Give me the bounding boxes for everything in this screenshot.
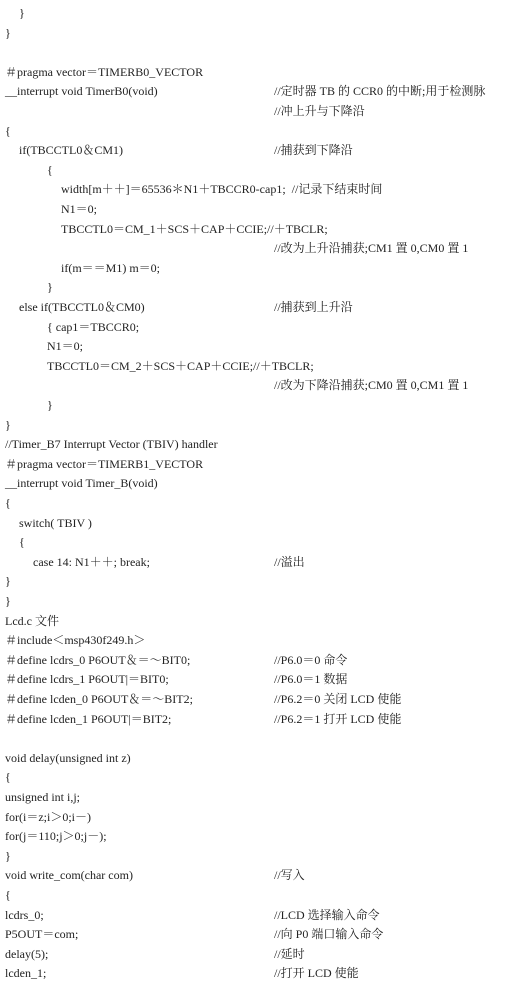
code-line bbox=[0, 690, 524, 708]
code-line bbox=[0, 220, 524, 238]
code-comment: //延时 bbox=[274, 946, 305, 961]
code-line bbox=[0, 612, 524, 630]
code-line bbox=[0, 82, 524, 100]
code-comment: //捕获到上升沿 bbox=[274, 300, 353, 314]
code-text: else if(TBCCTL0＆CM0) bbox=[19, 300, 145, 314]
code-text: { bbox=[5, 770, 11, 785]
code-text: } bbox=[5, 25, 11, 40]
code-text: } bbox=[47, 398, 53, 412]
code-comment: //LCD 选择输入命令 bbox=[274, 907, 380, 922]
code-line bbox=[0, 592, 524, 610]
code-text: } bbox=[47, 280, 53, 295]
code-line bbox=[0, 827, 524, 845]
code-line bbox=[0, 670, 524, 688]
code-line bbox=[0, 494, 524, 512]
code-line bbox=[0, 945, 524, 963]
code-comment: //改为下降沿捕获;CM0 置 0,CM1 置 1 bbox=[274, 378, 469, 393]
code-comment: //写入 bbox=[274, 868, 305, 883]
code-text: width[m＋＋]＝65536＊N1＋TBCCR0-cap1; //记录下结束时间 bbox=[61, 182, 383, 197]
code-text: lcdrs_0; bbox=[5, 907, 44, 922]
code-line bbox=[0, 788, 524, 806]
code-text: for(i＝z;i＞0;i－) bbox=[5, 809, 91, 824]
code-comment: //捕获到下降沿 bbox=[274, 143, 353, 158]
code-line bbox=[0, 808, 524, 826]
code-line bbox=[0, 847, 524, 865]
code-line bbox=[0, 376, 524, 394]
code-text: N1＝0; bbox=[47, 339, 84, 354]
code-line bbox=[0, 416, 524, 434]
code-line bbox=[0, 396, 524, 414]
code-line bbox=[0, 278, 524, 296]
code-text: __interrupt void Timer_B(void) bbox=[5, 476, 158, 491]
code-comment: //向 P0 端口输入命令 bbox=[274, 927, 384, 942]
code-comment: //P6.0＝1 数据 bbox=[274, 672, 348, 687]
code-text: N1＝0; bbox=[61, 202, 98, 216]
code-text: Lcd.c 文件 bbox=[5, 613, 59, 628]
code-comment: //定时器 TB 的 CCR0 的中断;用于检测脉 bbox=[274, 84, 486, 99]
code-line bbox=[0, 337, 524, 355]
code-line bbox=[0, 710, 524, 728]
code-text: ＃define lcdrs_0 P6OUT＆＝～BIT0; bbox=[5, 652, 191, 667]
code-line bbox=[0, 964, 524, 982]
code-text: for(j＝110;j＞0;j－); bbox=[5, 829, 107, 844]
code-line bbox=[0, 141, 524, 159]
code-line bbox=[0, 749, 524, 767]
code-comment: //P6.0＝0 命令 bbox=[274, 652, 348, 667]
code-line bbox=[0, 298, 524, 316]
code-text: ＃include＜msp430f249.h＞ bbox=[5, 633, 146, 648]
code-text: TBCCTL0＝CM_1＋SCS＋CAP＋CCIE;//＋TBCLR; bbox=[61, 221, 328, 236]
code-text: } bbox=[5, 594, 11, 608]
code-comment: //改为上升沿捕获;CM1 置 0,CM0 置 1 bbox=[274, 241, 469, 256]
code-line bbox=[0, 24, 524, 42]
code-text: lcden_1; bbox=[5, 966, 47, 981]
code-text: { bbox=[19, 535, 25, 550]
code-text: case 14: N1＋＋; break; bbox=[33, 554, 150, 569]
code-line bbox=[0, 122, 524, 140]
code-text: //Timer_B7 Interrupt Vector (TBIV) handler bbox=[5, 437, 218, 452]
code-line bbox=[0, 239, 524, 257]
code-text: switch( TBIV ) bbox=[19, 515, 92, 530]
code-line bbox=[0, 631, 524, 649]
code-text: } bbox=[5, 417, 11, 432]
code-line bbox=[0, 572, 524, 590]
code-comment: //P6.2＝0 关闭 LCD 使能 bbox=[274, 692, 402, 706]
code-text: { cap1＝TBCCR0; bbox=[47, 319, 140, 334]
code-text: if(m＝＝M1) m＝0; bbox=[61, 260, 160, 275]
code-text: void delay(unsigned int z) bbox=[5, 750, 131, 765]
code-line bbox=[0, 514, 524, 532]
code-text: __interrupt void TimerB0(void) bbox=[5, 84, 158, 99]
code-line bbox=[0, 906, 524, 924]
code-text: ＃pragma vector＝TIMERB0_VECTOR bbox=[5, 64, 204, 79]
code-text: { bbox=[5, 888, 11, 902]
code-line bbox=[0, 161, 524, 179]
code-line bbox=[0, 4, 524, 22]
code-line bbox=[0, 318, 524, 336]
code-text: } bbox=[5, 848, 11, 863]
code-text: } bbox=[19, 6, 25, 20]
code-line bbox=[0, 200, 524, 218]
code-line bbox=[0, 866, 524, 884]
code-line bbox=[0, 435, 524, 453]
code-comment: //打开 LCD 使能 bbox=[274, 966, 359, 981]
code-text: ＃define lcden_1 P6OUT|＝BIT2; bbox=[5, 711, 172, 726]
code-line bbox=[0, 63, 524, 81]
code-text: delay(5); bbox=[5, 946, 49, 961]
code-text: ＃pragma vector＝TIMERB1_VECTOR bbox=[5, 456, 204, 471]
code-text: P5OUT＝com; bbox=[5, 927, 79, 942]
code-line bbox=[0, 180, 524, 198]
code-text: } bbox=[5, 574, 11, 589]
code-line bbox=[0, 533, 524, 551]
code-line bbox=[0, 102, 524, 120]
code-text: void write_com(char com) bbox=[5, 868, 133, 883]
code-line bbox=[0, 553, 524, 571]
code-line bbox=[0, 259, 524, 277]
code-text: ＃define lcden_0 P6OUT＆＝～BIT2; bbox=[5, 692, 193, 706]
code-comment: //冲上升与下降沿 bbox=[274, 104, 365, 118]
code-text: TBCCTL0＝CM_2＋SCS＋CAP＋CCIE;//＋TBCLR; bbox=[47, 358, 314, 373]
code-line bbox=[0, 768, 524, 786]
code-text: unsigned int i,j; bbox=[5, 790, 80, 804]
code-text: { bbox=[5, 496, 11, 510]
code-comment: //溢出 bbox=[274, 554, 305, 569]
code-line bbox=[0, 729, 524, 747]
code-text: { bbox=[47, 162, 53, 177]
code-line bbox=[0, 651, 524, 669]
code-text: if(TBCCTL0＆CM1) bbox=[19, 143, 123, 158]
code-text: { bbox=[5, 123, 11, 138]
code-line bbox=[0, 925, 524, 943]
code-line bbox=[0, 886, 524, 904]
code-line bbox=[0, 455, 524, 473]
code-line bbox=[0, 474, 524, 492]
code-line bbox=[0, 357, 524, 375]
code-comment: //P6.2＝1 打开 LCD 使能 bbox=[274, 711, 402, 726]
code-text: ＃define lcdrs_1 P6OUT|＝BIT0; bbox=[5, 672, 169, 687]
code-line bbox=[0, 43, 524, 61]
